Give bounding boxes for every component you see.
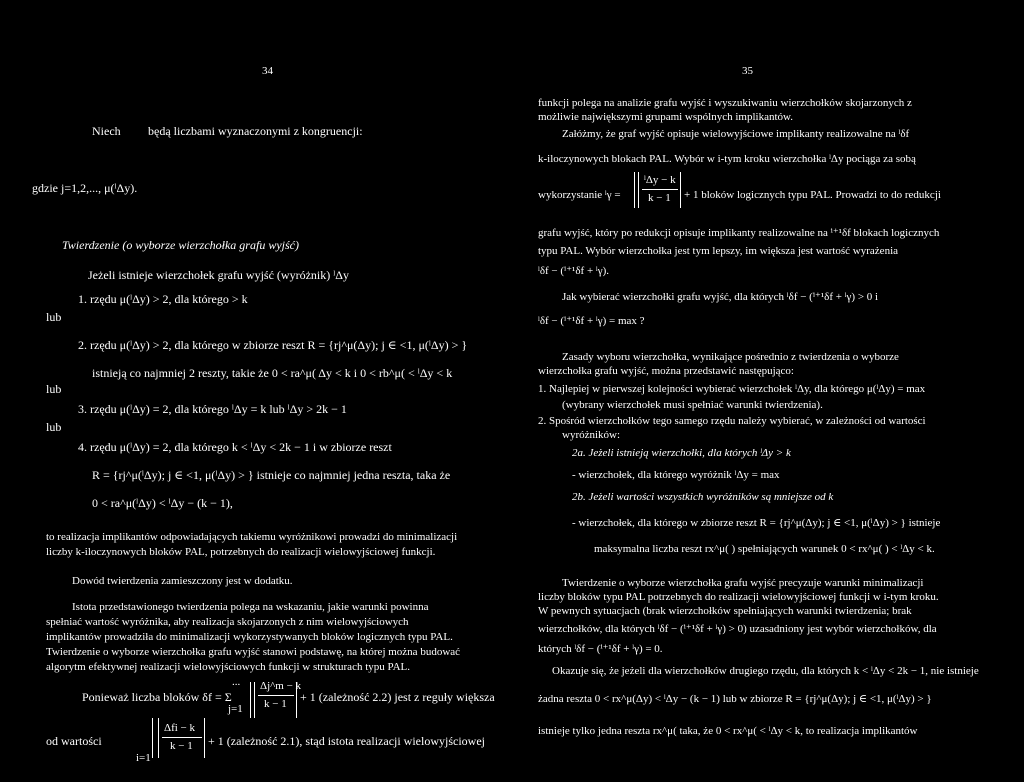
text-line: lub: [46, 310, 62, 324]
text-line: Istota przedstawionego twierdzenia polega na wskazaniu, jakie warunki powinna: [72, 601, 429, 613]
floor-bracket: [158, 718, 159, 758]
theorem-title: Twierdzenie (o wyborze wierzchołka grafu wyjść): [62, 238, 299, 252]
text-line: istnieje tylko jedna reszta rx^μ( taka, że 0 < rx^μ( < ˡΔy < k, to realizacja implikantów: [538, 725, 918, 737]
list-item: 1. Najlepiej w pierwszej kolejności wybierać wierzchołek ˡΔy, dla którego μ(ˡΔy) = max: [538, 383, 926, 395]
text-line: 2b. Jeżeli wartości wszystkich wyróżników są mniejsze od k: [572, 491, 834, 503]
text-line: Niech: [92, 124, 121, 138]
text-line: lub: [46, 382, 62, 396]
text-line: typu PAL. Wybór wierzchołka jest tym lepszy, im większa jest wartość wyrażenia: [538, 245, 899, 257]
fraction-denominator: k − 1: [264, 698, 287, 710]
fraction-denominator: k − 1: [170, 740, 193, 752]
text-line: + 1 (zależność 2.1), stąd istota realizacji wielowyjściowej: [208, 734, 486, 748]
fraction-numerator: ˡΔy − k: [644, 174, 676, 186]
list-item: 2. rzędu μ(ˡΔy) > 2, dla którego w zbiorze reszt R = {rj^μ(Δy); j ∈ <1, μ(ˡΔy) > }: [78, 338, 468, 352]
floor-bracket: [152, 718, 153, 758]
sum-lower-limit: j=1: [228, 703, 243, 715]
text-line: będą liczbami wyznaczonymi z kongruencji:: [148, 124, 363, 138]
text-line: liczby bloków typu PAL potrzebnych do realizacji wielowyjściowej funkcji w i-tym kroku.: [538, 591, 939, 603]
text-line: Załóżmy, że graf wyjść opisuje wielowyjściowe implikanty realizowalne na ˡδf: [562, 128, 910, 140]
text-line: ˡδf − (ⁱ⁺¹δf + ˡγ).: [538, 265, 610, 277]
list-item: 1. rzędu μ(ˡΔy) > 2, dla którego > k: [78, 292, 248, 306]
text-line: wierzchołka grafu wyjść, można przedstawić następująco:: [538, 365, 794, 377]
text-line: ˡδf − (ⁱ⁺¹δf + ˡγ) = max ?: [538, 315, 645, 327]
list-item: 2. Spośród wierzchołków tego samego rzędu należy wybierać, w zależności od wartości: [538, 415, 926, 427]
list-item: 3. rzędu μ(ˡΔy) = 2, dla którego ˡΔy = k lub ˡΔy > 2k − 1: [78, 402, 347, 416]
text-line: Jeżeli istnieje wierzchołek grafu wyjść (wyróżnik) ˡΔy: [88, 268, 349, 282]
text-line: możliwie największymi grupami wspólnych implikantów.: [538, 111, 793, 123]
text-line: funkcji polega na analizie grafu wyjść i wyszukiwaniu wierzchołków skojarzonych z: [538, 97, 912, 109]
text-line: Dowód twierdzenia zamieszczony jest w dodatku.: [72, 575, 293, 587]
text-line: gdzie j=1,2,..., μ(ˡΔy).: [32, 181, 138, 195]
floor-bracket: [296, 682, 297, 718]
floor-bracket: [204, 718, 205, 758]
text-line: Zasady wyboru wierzchołka, wynikające pośrednio z twierdzenia o wyborze: [562, 351, 899, 363]
text-line: maksymalna liczba reszt rx^μ( ) spełniających warunek 0 < rx^μ( ) < ˡΔy < k.: [594, 543, 935, 555]
fraction-denominator: k − 1: [648, 192, 671, 204]
text-line: lub: [46, 420, 62, 434]
text-line: - wierzchołek, dla którego w zbiorze reszt R = {rj^μ(Δy); j ∈ <1, μ(ˡΔy) > } istnieje: [572, 517, 941, 529]
text-line: liczby k-iloczynowych bloków PAL, potrzebnych do realizacji wielowyjściowej funkcji.: [46, 546, 436, 558]
text-line: + 1 bloków logicznych typu PAL. Prowadzi to do redukcji: [684, 189, 941, 201]
floor-bracket: [634, 172, 635, 208]
text-line: których ˡδf − (ⁱ⁺¹δf + ˡγ) = 0.: [538, 643, 663, 655]
text-line: istnieją co najmniej 2 reszty, takie że 0 < ra^μ( Δy < k i 0 < rb^μ( < ˡΔy < k: [92, 366, 453, 380]
text-line: wykorzystanie ˡγ =: [538, 189, 621, 201]
sum-lower-limit: i=1: [136, 752, 151, 764]
text-line: Okazuje się, że jeżeli dla wierzchołków drugiego rzędu, dla których k < ˡΔy < 2k − 1, nie istnieje: [552, 665, 979, 677]
text-line: R = {rj^μ(ˡΔy); j ∈ <1, μ(ˡΔy) > } istnieje co najmniej jedna reszta, taka że: [92, 468, 451, 482]
page-number: 34: [262, 65, 273, 77]
text-line: Twierdzenie o wyborze wierzchołka grafu wyjść stanowi podstawę, na której można budować: [46, 646, 461, 658]
text-line: implikantów prowadziła do minimalizacji wykorzystywanych bloków logicznych typu PAL.: [46, 631, 453, 643]
text-line: 0 < ra^μ(ˡΔy) < ˡΔy − (k − 1),: [92, 496, 233, 510]
text-line: Ponieważ liczba bloków δf = Σ: [82, 690, 232, 704]
text-line: 2a. Jeżeli istnieją wierzchołki, dla których ˡΔy > k: [572, 447, 791, 459]
text-line: algorytm efektywnej realizacji wielowyjściowych funkcji w strukturach typu PAL.: [46, 661, 411, 673]
text-line: k-iloczynowych blokach PAL. Wybór w i-tym kroku wierzchołka ˡΔy pociąga za sobą: [538, 153, 916, 165]
fraction-bar: [258, 695, 294, 696]
text-line: wierzchołków, dla których ˡδf − (ⁱ⁺¹δf + ˡγ) > 0) uzasadniony jest wybór wierzchołków, dla: [538, 623, 937, 635]
fraction-bar: [162, 737, 202, 738]
text-line: - wierzchołek, dla którego wyróżnik ˡΔy = max: [572, 469, 780, 481]
floor-bracket: [254, 682, 255, 718]
text-line: Jak wybierać wierzchołki grafu wyjść, dla których ˡδf − (ⁱ⁺¹δf + ˡγ) > 0 i: [562, 291, 879, 303]
page-number: 35: [742, 65, 753, 77]
text-line: to realizacja implikantów odpowiadających takiemu wyróżnikowi prowadzi do minimalizacji: [46, 531, 458, 543]
floor-bracket: [680, 172, 681, 208]
text-line: żadna reszta 0 < rx^μ(Δy) < ˡΔy − (k − 1) lub w zbiorze R = {rj^μ(Δy); j ∈ <1, μ(ˡΔy) > }: [538, 693, 932, 705]
text-line: (wybrany wierzchołek musi spełniać warunki twierdzenia).: [562, 399, 823, 411]
text-line: grafu wyjść, który po redukcji opisuje implikanty realizowalne na ⁱ⁺¹δf blokach logicznych: [538, 227, 940, 239]
floor-bracket: [250, 682, 251, 718]
sum-upper-limit: ...: [232, 676, 241, 688]
text-line: Twierdzenie o wyborze wierzchołka grafu wyjść precyzuje warunki minimalizacji: [562, 577, 924, 589]
text-line: spełniać wartość wyróżnika, aby realizacja skojarzonych z nim wielowyjściowych: [46, 616, 409, 628]
text-line: wyróżników:: [562, 429, 621, 441]
list-item: 4. rzędu μ(ˡΔy) = 2, dla którego k < ˡΔy < 2k − 1 i w zbiorze reszt: [78, 440, 392, 454]
fraction-numerator: Δj^m − k: [260, 680, 302, 692]
fraction-numerator: Δfi − k: [164, 722, 195, 734]
floor-bracket: [638, 172, 639, 208]
text-line: W pewnych sytuacjach (brak wierzchołków spełniających warunki twierdzenia; brak: [538, 605, 912, 617]
text-line: + 1 (zależność 2.2) jest z reguły większa: [300, 690, 495, 704]
text-line: od wartości: [46, 734, 102, 748]
fraction-bar: [642, 189, 678, 190]
right-page: [512, 0, 1024, 782]
